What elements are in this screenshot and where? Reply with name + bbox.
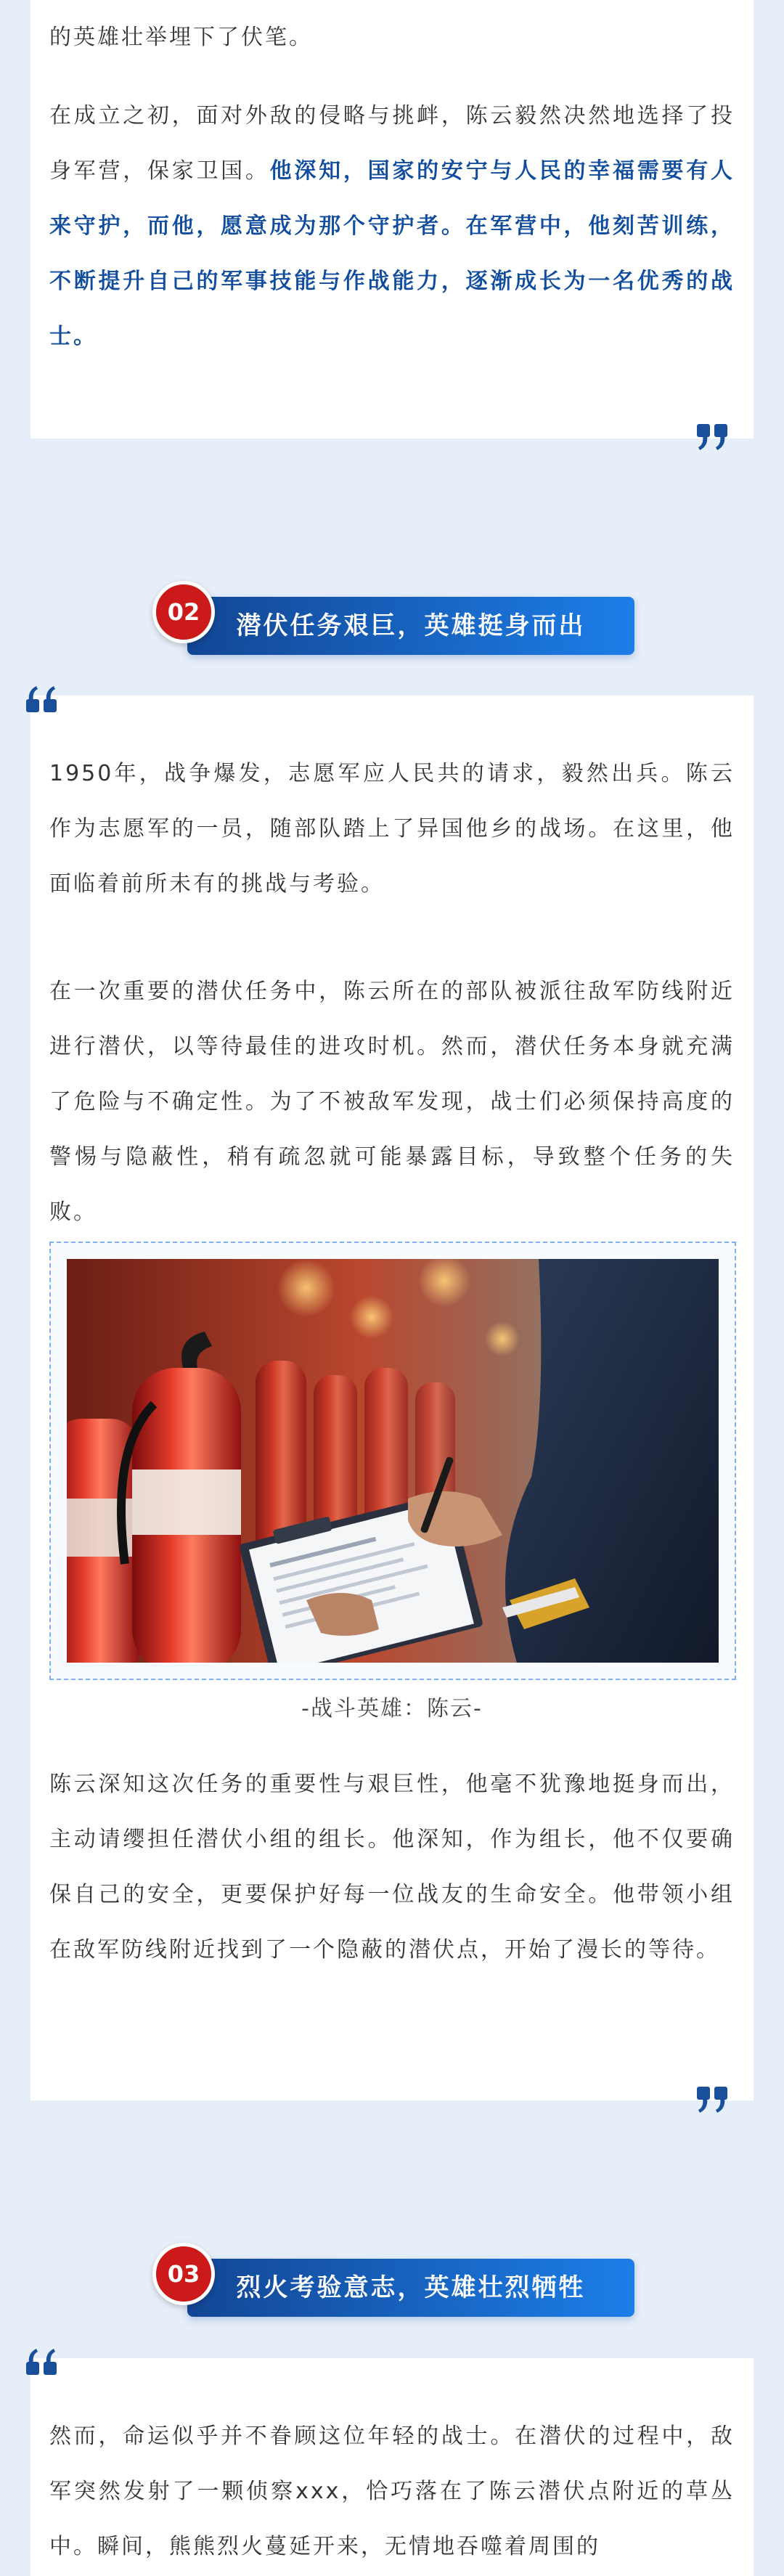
section-3-number-badge: 03 bbox=[152, 2243, 215, 2305]
section-1-paragraph-1-highlight: 他深知，国家的安宁与人民的幸福需要有人来守护，而他，愿意成为那个守护者。在军营中，他刻苦训练，不断提升自己的军事技能与作战能力，逐渐成长为一名优秀的战士。 bbox=[49, 158, 735, 349]
fire-extinguisher-inspection-image bbox=[67, 1259, 719, 1663]
section-3-card bbox=[30, 2358, 754, 2576]
section-3-title: 烈火考验意志，英雄壮烈牺牲 bbox=[236, 2273, 586, 2302]
section-1-card bbox=[30, 0, 754, 439]
section-2-paragraph-2: 在一次重要的潜伏任务中，陈云所在的部队被派往敌军防线附近进行潜伏，以等待最佳的进攻时机。然而，潜伏任务本身就充满了危险与不确定性。为了不被敌军发现，战士们必须保持高度的警惕与隐蔽性，稍有疏忽就可能暴露目标，导致整个任务的失败。 bbox=[49, 979, 735, 1225]
section-3-heading bbox=[152, 2256, 636, 2318]
hero-photo bbox=[67, 1259, 719, 1663]
section-1-paragraph-1 bbox=[49, 89, 735, 364]
section-2-title-bar bbox=[187, 597, 634, 655]
section-1-paragraph-0: 的英雄壮举埋下了伏笔。 bbox=[49, 25, 313, 50]
open-quote-icon bbox=[23, 2347, 58, 2376]
close-quote-icon bbox=[695, 2085, 730, 2114]
section-2-heading bbox=[152, 594, 636, 656]
close-quote-icon bbox=[695, 423, 730, 452]
open-quote-icon bbox=[23, 685, 58, 714]
photo-caption: -战斗英雄：陈云- bbox=[301, 1696, 483, 1721]
hero-photo-frame bbox=[49, 1242, 736, 1680]
section-1-paragraph-1-normal: 在成立之初，面对外敌的侵略与挑衅，陈云毅然决然地选择了投身军营，保家卫国。 bbox=[49, 103, 735, 184]
section-2-title: 潜伏任务艰巨，英雄挺身而出 bbox=[236, 611, 586, 640]
section-2-paragraph-1: 1950年，战争爆发，志愿军应人民共的请求，毅然出兵。陈云作为志愿军的一员，随部队踏上了异国他乡的战场。在这里，他面临着前所未有的挑战与考验。 bbox=[49, 761, 735, 897]
section-3-title-bar bbox=[187, 2259, 634, 2317]
section-3-paragraph-1: 然而，命运似乎并不眷顾这位年轻的战士。在潜伏的过程中，敌军突然发射了一颗侦察xxx，恰巧落在了陈云潜伏点附近的草丛中。瞬间，熊熊烈火蔓延开来，无情地吞噬着周围的 bbox=[49, 2424, 735, 2559]
section-2-paragraph-3: 陈云深知这次任务的重要性与艰巨性，他毫不犹豫地挺身而出，主动请缨担任潜伏小组的组长。他深知，作为组长，他不仅要确保自己的安全，更要保护好每一位战友的生命安全。他带领小组在敌军防线附近找到了一个隐蔽的潜伏点，开始了漫长的等待。 bbox=[49, 1772, 735, 1962]
section-2-card bbox=[30, 696, 754, 2100]
section-2-number-badge: 02 bbox=[152, 581, 215, 643]
